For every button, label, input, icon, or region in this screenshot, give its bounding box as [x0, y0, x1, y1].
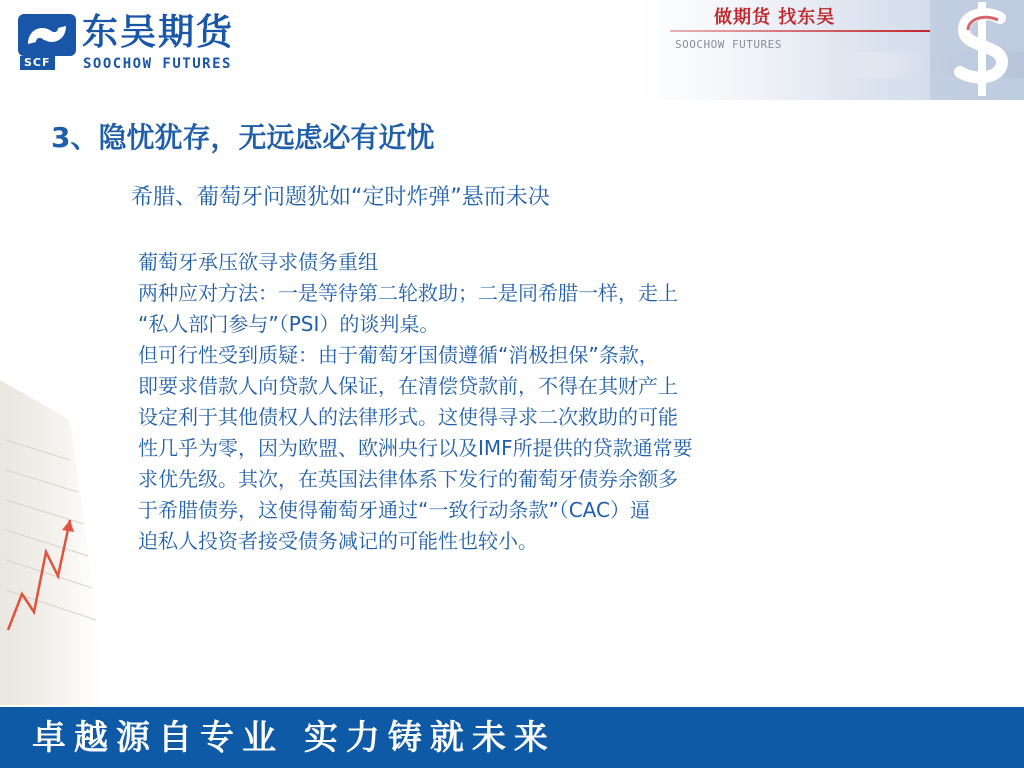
logo-badge: SCF: [20, 56, 55, 70]
page-subtitle: 希腊、葡萄牙问题犹如“定时炸弹”悬而未决: [131, 185, 550, 210]
header-slogan-cn: 做期货 找东吴: [714, 7, 836, 28]
newspaper-chart-decoration: [0, 380, 130, 705]
body-line: 迫私人投资者接受债务减记的可能性也较小。: [138, 529, 538, 553]
page-title: 3、隐忧犹存，无远虑必有近忧: [51, 121, 435, 154]
body-line: 于希腊债券，这使得葡萄牙通过“一致行动条款”（CAC）逼: [138, 498, 650, 522]
dollar-sign-icon: [930, 0, 1024, 100]
header-red-line: [670, 30, 930, 32]
slide-footer: [0, 705, 1024, 768]
body-text: [138, 247, 858, 557]
body-line: 两种应对方法：一是等待第二轮救助；二是同希腊一样，走上: [138, 281, 678, 305]
body-line: 葡萄牙承压欲寻求债务重组: [138, 250, 378, 274]
body-line: 即要求借款人向贷款人保证，在清偿贷款前，不得在其财产上: [138, 374, 678, 398]
body-line: 但可行性受到质疑：由于葡萄牙国债遵循“消极担保”条款，: [138, 343, 659, 367]
body-line: “私人部门参与”（PSI）的谈判桌。: [138, 312, 440, 336]
slide-header: [0, 0, 1024, 100]
header-slogan-en: SOOCHOW FUTURES: [675, 38, 782, 51]
company-name-en: SOOCHOW FUTURES: [83, 56, 232, 72]
company-name-cn: 东吴期货: [82, 12, 235, 53]
footer-slogan: 卓越源自专业 实力铸就未来: [32, 718, 556, 758]
body-line: 设定利于其他债权人的法律形式。这使得寻求二次救助的可能: [138, 405, 678, 429]
body-line: 性几乎为零，因为欧盟、欧洲央行以及IMF所提供的贷款通常要: [138, 436, 693, 460]
body-line: 求优先级。其次，在英国法律体系下发行的葡萄牙债券余额多: [138, 467, 678, 491]
